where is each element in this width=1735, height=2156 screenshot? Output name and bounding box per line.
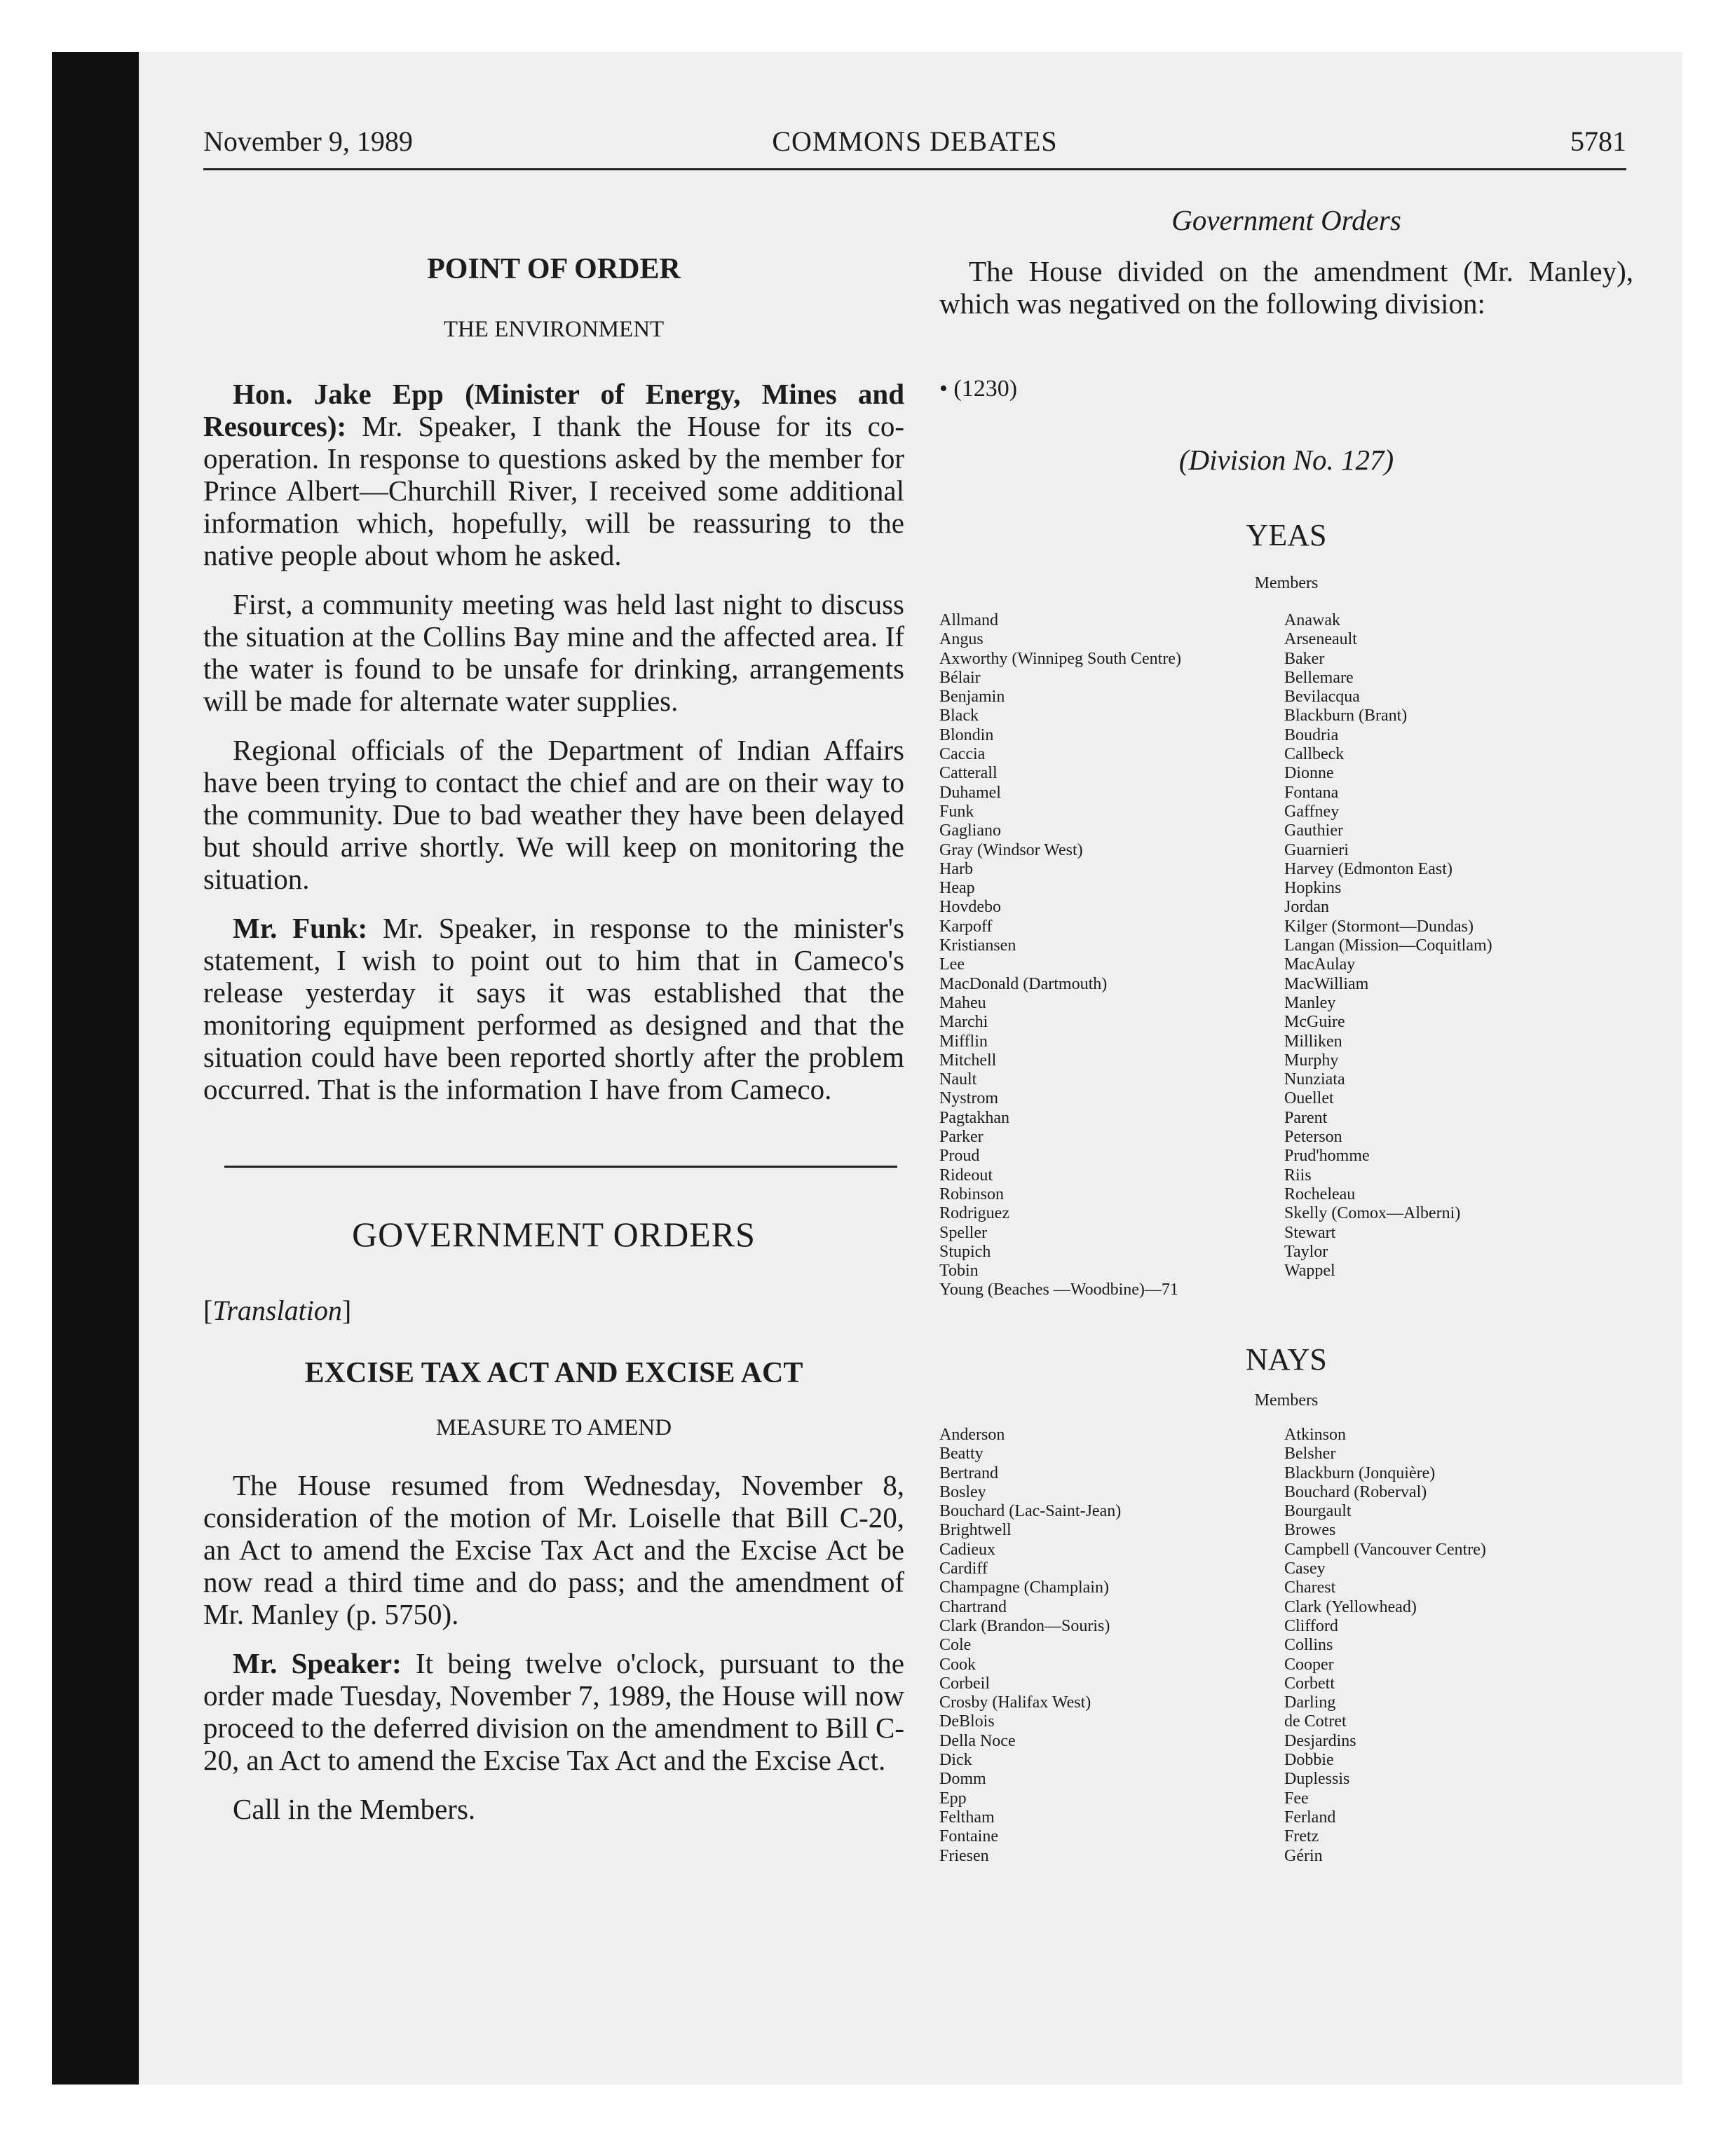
member-name: Catterall [939, 764, 998, 783]
member-name: Casey [1284, 1560, 1326, 1578]
member-name: Corbett [1284, 1674, 1335, 1693]
member-name: Cook [939, 1655, 977, 1674]
member-name: Mifflin [939, 1032, 988, 1051]
member-name: Darling [1284, 1693, 1336, 1712]
member-name: Marchi [939, 1013, 988, 1032]
heading-point-of-order: POINT OF ORDER [427, 253, 681, 285]
nays-list [939, 1426, 1633, 1874]
member-name: Stewart [1284, 1223, 1336, 1242]
member-name: Boudria [1284, 725, 1339, 744]
member-name: Funk [939, 802, 974, 821]
paragraph-call-members: Call in the Members. [233, 1793, 476, 1825]
heading-excise: EXCISE TAX ACT AND EXCISE ACT [304, 1357, 803, 1389]
division-number: (Division No. 127) [1178, 444, 1394, 476]
member-name: Desjardins [1284, 1731, 1356, 1750]
member-name: Domm [939, 1770, 986, 1789]
member-name: Proud [939, 1147, 980, 1166]
section-rule [224, 1166, 897, 1168]
member-name: Feltham [939, 1808, 995, 1827]
paragraph-regional-officials: Regional officials of the Department of Indian Affairs have been trying to contact the chief and are on their way to the community. Due to bad weather they have been delayed but should arrive shortly. We will keep on monitoring the situation. [203, 734, 904, 895]
member-name: Arseneault [1284, 630, 1357, 649]
member-name: Collins [1284, 1636, 1333, 1655]
member-name: Murphy [1284, 1051, 1339, 1070]
member-name: Rocheleau [1284, 1185, 1356, 1203]
translation-note: [Translation] [203, 1295, 352, 1326]
member-name: MacDonald (Dartmouth) [939, 974, 1108, 993]
member-name: Axworthy (Winnipeg South Centre) [939, 649, 1181, 668]
member-name: Blackburn (Brant) [1284, 707, 1408, 725]
right-column [939, 203, 1633, 1874]
member-name: Clark (Yellowhead) [1284, 1597, 1417, 1616]
member-name: Bouchard (Roberval) [1284, 1482, 1427, 1501]
member-name: Ouellet [1284, 1089, 1334, 1108]
member-name: Milliken [1284, 1032, 1342, 1051]
member-name: Blondin [939, 725, 994, 744]
heading-yeas: YEAS [1246, 518, 1327, 552]
member-name: de Cotret [1284, 1712, 1347, 1731]
yeas-list [939, 611, 1633, 1305]
scan-edge [52, 52, 139, 2085]
member-name: McGuire [1284, 1013, 1345, 1032]
member-name: Dick [939, 1751, 972, 1770]
member-name: Cooper [1284, 1655, 1334, 1674]
member-name: Epp [939, 1789, 967, 1808]
member-name: Gaffney [1284, 802, 1340, 821]
member-name: Blackburn (Jonquière) [1284, 1464, 1436, 1482]
paragraph-community-meeting: First, a community meeting was held last night to discuss the situation at the Collins Bay mine and the affected area. If the water is found to be unsafe for drinking, arrangements will be made for alternate water supplies. [203, 588, 904, 717]
member-name: Wappel [1284, 1262, 1335, 1281]
member-name: Hovdebo [939, 898, 1001, 917]
member-name: Allmand [939, 611, 998, 629]
member-name: Prud'homme [1284, 1147, 1370, 1166]
member-name: Benjamin [939, 688, 1005, 707]
member-name: Young (Beaches —Woodbine)—71 [939, 1281, 1178, 1299]
header-title: COMMONS DEBATES [772, 125, 1058, 157]
member-name: Chartrand [939, 1597, 1007, 1616]
member-name: Anderson [939, 1426, 1005, 1444]
member-name: Fee [1284, 1789, 1309, 1808]
subheading-measure: MEASURE TO AMEND [435, 1415, 672, 1440]
member-name: Speller [939, 1223, 987, 1242]
member-name: Duhamel [939, 783, 1001, 802]
nays-members-label: Members [1254, 1391, 1319, 1410]
member-name: Bellemare [1284, 668, 1354, 687]
paragraph-house-divided: The House divided on the amendment (Mr. Manley), which was negatived on the following division: [939, 255, 1633, 320]
member-name: Guarnieri [1284, 840, 1349, 859]
yeas-column-1 [939, 611, 1181, 1300]
member-name: Della Noce [939, 1731, 1016, 1750]
member-name: Clark (Brandon—Souris) [939, 1616, 1110, 1635]
member-name: Nunziata [1284, 1070, 1345, 1089]
member-name: Cole [939, 1636, 972, 1655]
member-name: Brightwell [939, 1521, 1012, 1540]
member-name: Riis [1284, 1166, 1312, 1185]
member-name: Callbeck [1284, 745, 1345, 764]
paragraph-house-resumed: The House resumed from Wednesday, November 8, consideration of the motion of Mr. Loiselle that Bill C-20, an Act to amend the Excise Tax Act and the Excise Act be now read a third time and do pass; and the amendment of Mr. Manley (p. 5750). [203, 1469, 904, 1630]
header-date: November 9, 1989 [203, 125, 413, 157]
member-name: Dionne [1284, 764, 1334, 783]
page-header [203, 125, 1626, 167]
member-name: Harvey (Edmonton East) [1284, 859, 1452, 878]
time-marker: • (1230) [939, 376, 1018, 402]
member-name: Kilger (Stormont—Dundas) [1284, 917, 1474, 936]
member-name: Maheu [939, 993, 986, 1012]
member-name: Gauthier [1284, 821, 1343, 840]
member-name: Champagne (Champlain) [939, 1578, 1109, 1597]
yeas-members-label: Members [1254, 574, 1319, 592]
member-name: Atkinson [1284, 1426, 1347, 1444]
paragraph-funk [203, 912, 904, 1105]
member-name: Tobin [939, 1262, 979, 1281]
member-name: Jordan [1284, 898, 1329, 917]
member-name: Rodriguez [939, 1204, 1009, 1223]
member-name: Robinson [939, 1185, 1005, 1203]
member-name: Belsher [1284, 1445, 1336, 1464]
member-name: Nault [939, 1070, 977, 1089]
member-name: Skelly (Comox—Alberni) [1284, 1204, 1461, 1223]
nays-column-1 [939, 1426, 1121, 1866]
member-name: Karpoff [939, 917, 993, 936]
yeas-column-2 [1284, 611, 1492, 1281]
member-name: Fretz [1284, 1827, 1319, 1846]
member-name: Friesen [939, 1846, 989, 1865]
member-name: Campbell (Vancouver Centre) [1284, 1540, 1486, 1559]
member-name: Hopkins [1284, 879, 1342, 898]
member-name: Bevilacqua [1284, 688, 1360, 707]
member-name: Taylor [1284, 1242, 1328, 1261]
paragraph-epp-text: Mr. Speaker, I thank the House for its co-operation. In response to questions asked by the member for Prince Albert—Churchill River, I received some additional information which, hopefully, will be reassuring to the native people about whom he asked. [203, 410, 904, 571]
paragraph-epp [203, 378, 904, 571]
member-name: Bertrand [939, 1464, 998, 1482]
member-name: Kristiansen [939, 936, 1016, 955]
member-name: Baker [1284, 649, 1325, 668]
header-rule [203, 168, 1626, 170]
nays-column-2 [1284, 1426, 1486, 1866]
member-name: Mitchell [939, 1051, 997, 1070]
member-name: Bourgault [1284, 1502, 1352, 1521]
member-name: MacAulay [1284, 955, 1356, 974]
member-name: Browes [1284, 1521, 1336, 1540]
subheading-environment: THE ENVIRONMENT [443, 317, 665, 342]
translation-word: Translation [212, 1295, 342, 1326]
member-name: Stupich [939, 1242, 991, 1261]
member-name: Duplessis [1284, 1770, 1350, 1789]
member-name: Parker [939, 1128, 984, 1147]
left-column [203, 252, 904, 1825]
member-name: Clifford [1284, 1616, 1338, 1635]
member-name: Parent [1284, 1108, 1328, 1127]
member-name: Beatty [939, 1445, 984, 1464]
member-name: Cardiff [939, 1560, 988, 1578]
member-name: Anawak [1284, 611, 1340, 629]
member-name: Heap [939, 879, 975, 898]
paragraph-speaker-text: It being twelve o'clock, pursuant to the order made Tuesday, November 7, 1989, the House will now proceed to the deferred division on the amendment to Bill C-20, an Act to amend the Excise Tax Act and the Excise Act. [203, 1647, 904, 1776]
member-name: Pagtakhan [939, 1108, 1009, 1127]
member-name: Lee [939, 955, 965, 974]
member-name: Gagliano [939, 821, 1001, 840]
paragraph-funk-text: Mr. Speaker, in response to the minister's statement, I wish to point out to him that in Cameco's release yesterday it says it was established that the monitoring equipment performed as designed and that the situation could have been reported shortly after the problem occurred. That is the information I have from Cameco. [203, 912, 904, 1105]
member-name: MacWilliam [1284, 974, 1369, 993]
member-name: Crosby (Halifax West) [939, 1693, 1091, 1712]
member-name: Bélair [939, 668, 981, 687]
member-name: Fontana [1284, 783, 1339, 802]
paragraph-speaker [203, 1647, 904, 1776]
member-name: Ferland [1284, 1808, 1336, 1827]
heading-government-orders: GOVERNMENT ORDERS [352, 1215, 756, 1254]
heading-nays: NAYS [1246, 1342, 1327, 1377]
member-name: Manley [1284, 993, 1336, 1012]
member-name: Bosley [939, 1482, 986, 1501]
member-name: Cadieux [939, 1540, 995, 1559]
member-name: Peterson [1284, 1128, 1342, 1147]
speaker-funk: Mr. Funk: [233, 912, 368, 944]
member-name: Nystrom [939, 1089, 998, 1108]
member-name: Rideout [939, 1166, 993, 1185]
member-name: Harb [939, 859, 973, 878]
member-name: DeBlois [939, 1712, 995, 1731]
running-head-gov-orders: Government Orders [1171, 204, 1401, 236]
member-name: Gérin [1284, 1846, 1323, 1865]
speaker-epp: Hon. Jake Epp (Minister of Energy, Mines and Resources): [203, 378, 904, 442]
member-name: Black [939, 707, 979, 725]
member-name: Corbeil [939, 1674, 990, 1693]
member-name: Caccia [939, 745, 986, 764]
member-name: Langan (Mission—Coquitlam) [1284, 936, 1492, 955]
member-name: Gray (Windsor West) [939, 840, 1083, 859]
speaker-mr-speaker: Mr. Speaker: [233, 1647, 402, 1679]
member-name: Angus [939, 630, 984, 649]
member-name: Charest [1284, 1578, 1336, 1597]
header-page-number: 5781 [1570, 125, 1626, 157]
member-name: Bouchard (Lac-Saint-Jean) [939, 1502, 1122, 1521]
member-name: Fontaine [939, 1827, 998, 1846]
member-name: Dobbie [1284, 1751, 1334, 1770]
